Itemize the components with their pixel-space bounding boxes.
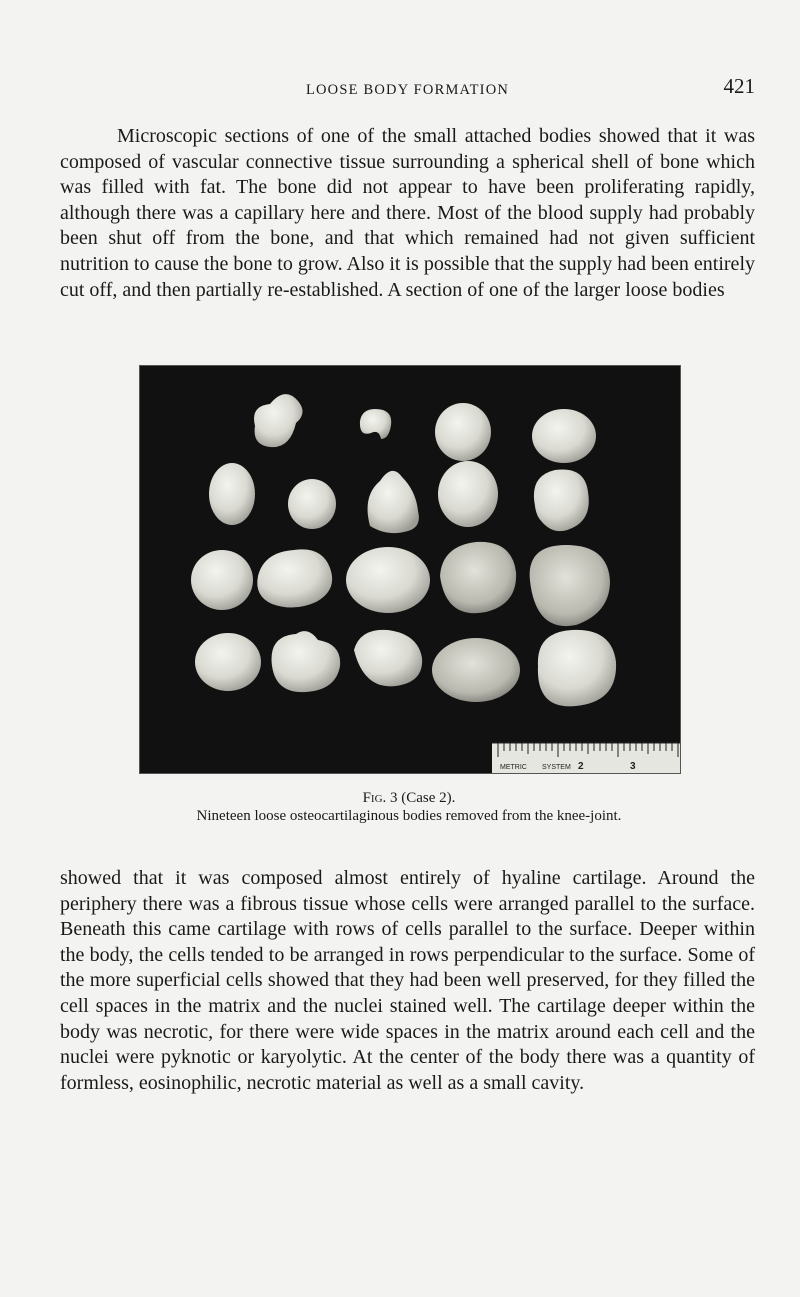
- loose-body: [346, 547, 430, 613]
- metric-ruler: [492, 743, 680, 773]
- figure-photograph: [139, 365, 681, 774]
- ruler-text-right: SYSTEM: [542, 764, 571, 771]
- running-head: [60, 74, 755, 104]
- loose-body: [534, 469, 589, 531]
- ruler-text-left: METRIC: [500, 764, 527, 771]
- running-title: LOOSE BODY FORMATION: [305, 82, 510, 98]
- loose-body: [288, 479, 336, 529]
- loose-body: [191, 550, 253, 610]
- figure-label-rest: 3 (Case 2).: [386, 790, 456, 806]
- figure-label: [140, 789, 678, 807]
- loose-body: [195, 633, 261, 691]
- loose-body: [532, 409, 596, 463]
- loose-body: [440, 542, 516, 613]
- loose-body: [435, 403, 491, 461]
- figure-label-prefix: Fig.: [362, 790, 387, 806]
- loose-body: [432, 638, 520, 702]
- ruler-mark-3: 3: [630, 761, 636, 772]
- ruler-mark-2: 2: [578, 761, 584, 772]
- figure-description: Nineteen loose osteocartilaginous bodies removed from the knee-joint.: [196, 808, 622, 824]
- figure-caption: [140, 789, 678, 825]
- loose-body: [209, 463, 255, 525]
- paragraph-1: Microscopic sections of one of the small attached bodies showed that it was composed of vascular connective tissue surrounding a spherical shell of bone which was filled with fat. The bone did not appear to have been proliferating rapidly, although there was a capillary here and there. Most of the blood supply had probably been shut off from the bone, and that which remained had not given sufficient nutrition to cause the bone to grow. Also it is possible that the supply had been entirely cut off, and then partially re-established. A section of one of the larger loose bodies: [60, 125, 755, 301]
- page-number: 421: [723, 74, 755, 98]
- paragraph-2: showed that it was composed almost entirely of hyaline cartilage. Around the periphery there was a fibrous tissue whose cells were arranged parallel to the surface. Beneath this came cartilage with rows of cells parallel to the surface. Deeper within the body, the cells tended to be arranged in rows perpendicular to the surface. Some of the more superficial cells showed that they had been well preserved, for they filled the cell spaces in the matrix and the nuclei stained well. The cartilage deeper within the body was necrotic, for there were wide spaces in the matrix around each cell and the nuclei were pyknotic or karyolytic. At the center of the body there was a quantity of formless, eosinophilic, necrotic material as well as a small cavity.: [60, 867, 755, 1094]
- loose-body: [438, 461, 498, 527]
- loose-body: [538, 630, 616, 706]
